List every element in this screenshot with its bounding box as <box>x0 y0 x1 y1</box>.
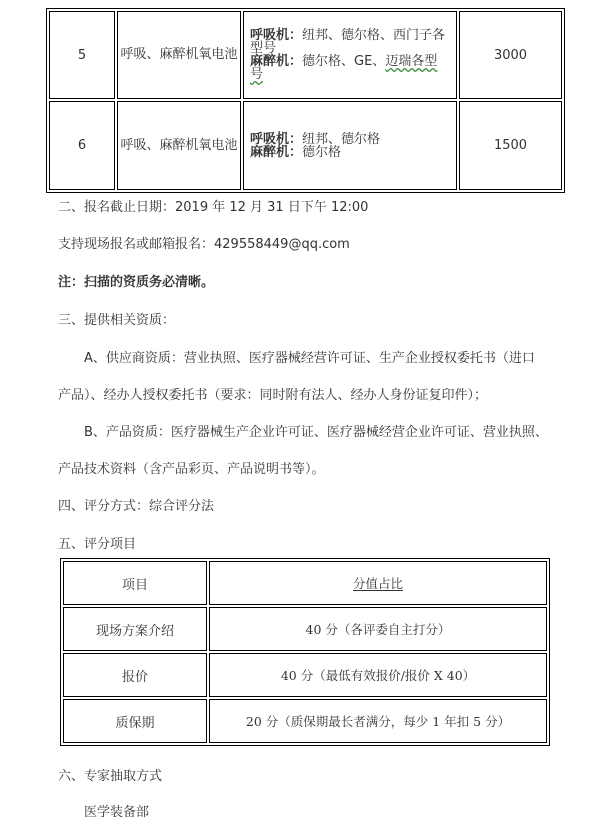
item-number: 6 <box>49 101 115 190</box>
section6-subtext: 医学装备部 <box>84 805 150 820</box>
section6-heading: 六、专家抽取方式 <box>58 769 163 784</box>
section3-heading: 三、提供相关资质： <box>58 313 176 328</box>
item-number: 5 <box>49 11 115 99</box>
desc-line: 麻醉机：德尔格 <box>250 144 342 160</box>
score-value: 40 分（各评委自主打分） <box>209 607 547 651</box>
table-row <box>63 653 547 697</box>
score-value: 20 分（质保期最长者满分，每少 1 年扣 5 分） <box>209 699 547 743</box>
table-row <box>49 11 562 99</box>
qualification-a-line1: A、供应商资质：营业执照、医疗器械经营许可证、生产企业授权委托书（进口 <box>84 351 535 366</box>
item-quantity: 1500 <box>459 101 562 190</box>
item-name: 呼吸、麻醉机氧电池 <box>117 101 241 190</box>
desc-line: 呼吸机：纽邦、德尔格 <box>250 131 381 147</box>
table-header-row <box>63 561 547 605</box>
deadline-text: 二、报名截止日期：2019 年 12 月 31 日下午 12:00 <box>58 200 369 215</box>
qualification-b-line2: 产品技术资料（含产品彩页、产品说明书等）。 <box>58 462 325 477</box>
item-quantity: 3000 <box>459 11 562 99</box>
table-row <box>63 607 547 651</box>
score-table <box>60 558 550 746</box>
score-item: 现场方案介绍 <box>63 607 207 651</box>
item-name: 呼吸、麻醉机氧电池 <box>117 11 241 99</box>
section5-heading: 五、评分项目 <box>58 537 137 552</box>
items-table <box>46 8 565 193</box>
desc-line: 呼吸机：纽邦、德尔格、西门子各型号 <box>250 28 446 56</box>
item-description <box>243 11 457 99</box>
note-text: 注：扫描的资质务必清晰。 <box>58 275 215 290</box>
item-description <box>243 101 457 190</box>
signup-text: 支持现场报名或邮箱报名：429558449@qq.com <box>58 237 350 252</box>
header-item: 项目 <box>63 561 207 605</box>
header-value: 分值占比 <box>209 561 547 605</box>
score-value: 40 分（最低有效报价/报价 X 40） <box>209 653 547 697</box>
qualification-a-line2: 产品）、经办人授权委托书（要求：同时附有法人、经办人身份证复印件）； <box>58 388 488 403</box>
table-row <box>63 699 547 743</box>
section4-heading: 四、评分方式：综合评分法 <box>58 499 215 514</box>
score-item: 质保期 <box>63 699 207 743</box>
desc-line: 麻醉机：德尔格、GE、迈瑞各型号 <box>250 54 438 82</box>
table-row <box>49 101 562 190</box>
score-item: 报价 <box>63 653 207 697</box>
qualification-b-line1: B、产品资质：医疗器械生产企业许可证、医疗器械经营企业许可证、营业执照、 <box>84 425 548 440</box>
